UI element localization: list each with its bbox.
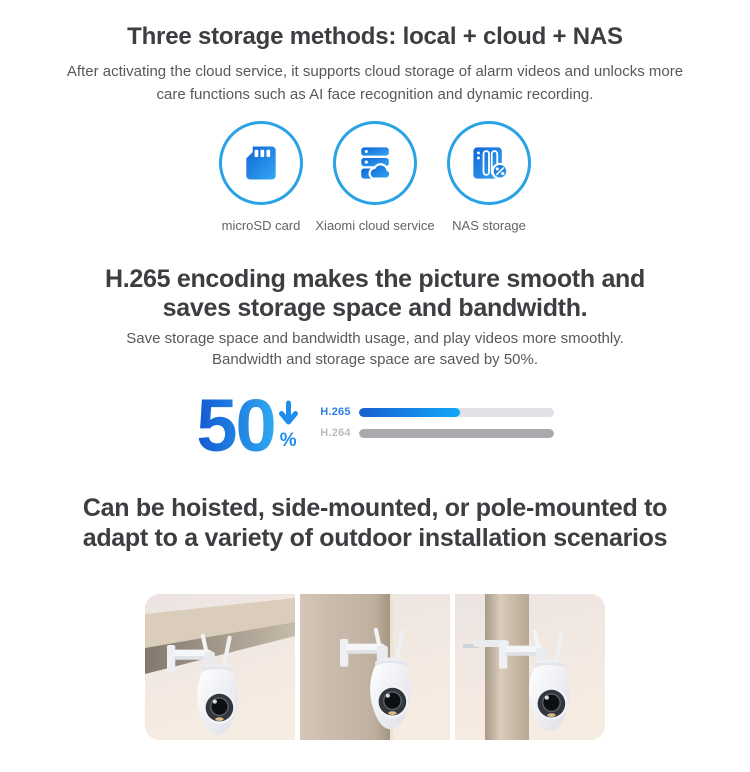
codec-bar-row-h264 [315, 428, 554, 438]
subtitle-line: Save storage space and bandwidth usage, and play videos more smoothly. [126, 330, 624, 347]
storage-section-title: Three storage methods: local + cloud + NAS [127, 23, 623, 50]
storage-method-nas [432, 121, 546, 233]
mounting-photos-row [0, 594, 750, 740]
pole-mounted-camera-photo [455, 594, 605, 740]
bar-track [359, 429, 554, 438]
storage-method-label: Xiaomi cloud service [315, 218, 435, 233]
title-line: adapt to a variety of outdoor installation scenarios [82, 524, 668, 552]
arrow-down-icon [278, 400, 299, 427]
bar-fill-h264 [359, 429, 554, 438]
microsd-card-icon [219, 121, 303, 205]
pole-mount-scene [455, 594, 605, 740]
storage-method-label: NAS storage [452, 218, 526, 233]
encoding-section-subtitle [0, 328, 750, 370]
codec-bar-row-h265 [315, 407, 554, 417]
encoding-section-title [0, 265, 750, 323]
codec-label: H.264 [320, 427, 351, 439]
mounting-section-title [0, 493, 750, 553]
bandwidth-savings-graphic [0, 384, 750, 467]
savings-arrow-unit [278, 398, 299, 452]
bar-track [359, 408, 554, 417]
product-infographic-page [0, 22, 750, 772]
storage-method-cloud [315, 121, 435, 233]
storage-method-label: microSD card [221, 218, 301, 233]
storage-method-microsd [204, 121, 318, 233]
storage-methods-row [0, 121, 750, 233]
title-line: Can be hoisted, side-mounted, or pole-mounted to [82, 494, 668, 522]
wall-mount-scene [300, 594, 450, 740]
title-line: H.265 encoding makes the picture smooth and [104, 265, 645, 293]
ceiling-mount-scene [145, 594, 295, 740]
savings-value: 50 [196, 384, 275, 467]
codec-label: H.265 [320, 406, 351, 418]
codec-comparison-chart [315, 398, 554, 449]
subtitle-line: Bandwidth and storage space are saved by 50%. [211, 351, 539, 368]
wall-mounted-camera-photo [300, 594, 450, 740]
subtitle-line: care functions such as AI face recognition and dynamic recording. [156, 86, 594, 103]
subtitle-line: After activating the cloud service, it supports cloud storage of alarm videos and unlocks more [66, 63, 684, 80]
storage-section-subtitle [0, 60, 750, 106]
savings-unit: % [279, 430, 297, 451]
ceiling-mounted-camera-photo [145, 594, 295, 740]
cloud-service-icon [333, 121, 417, 205]
nas-storage-icon [447, 121, 531, 205]
title-line: saves storage space and bandwidth. [162, 294, 588, 322]
bar-fill-h265 [359, 408, 460, 417]
